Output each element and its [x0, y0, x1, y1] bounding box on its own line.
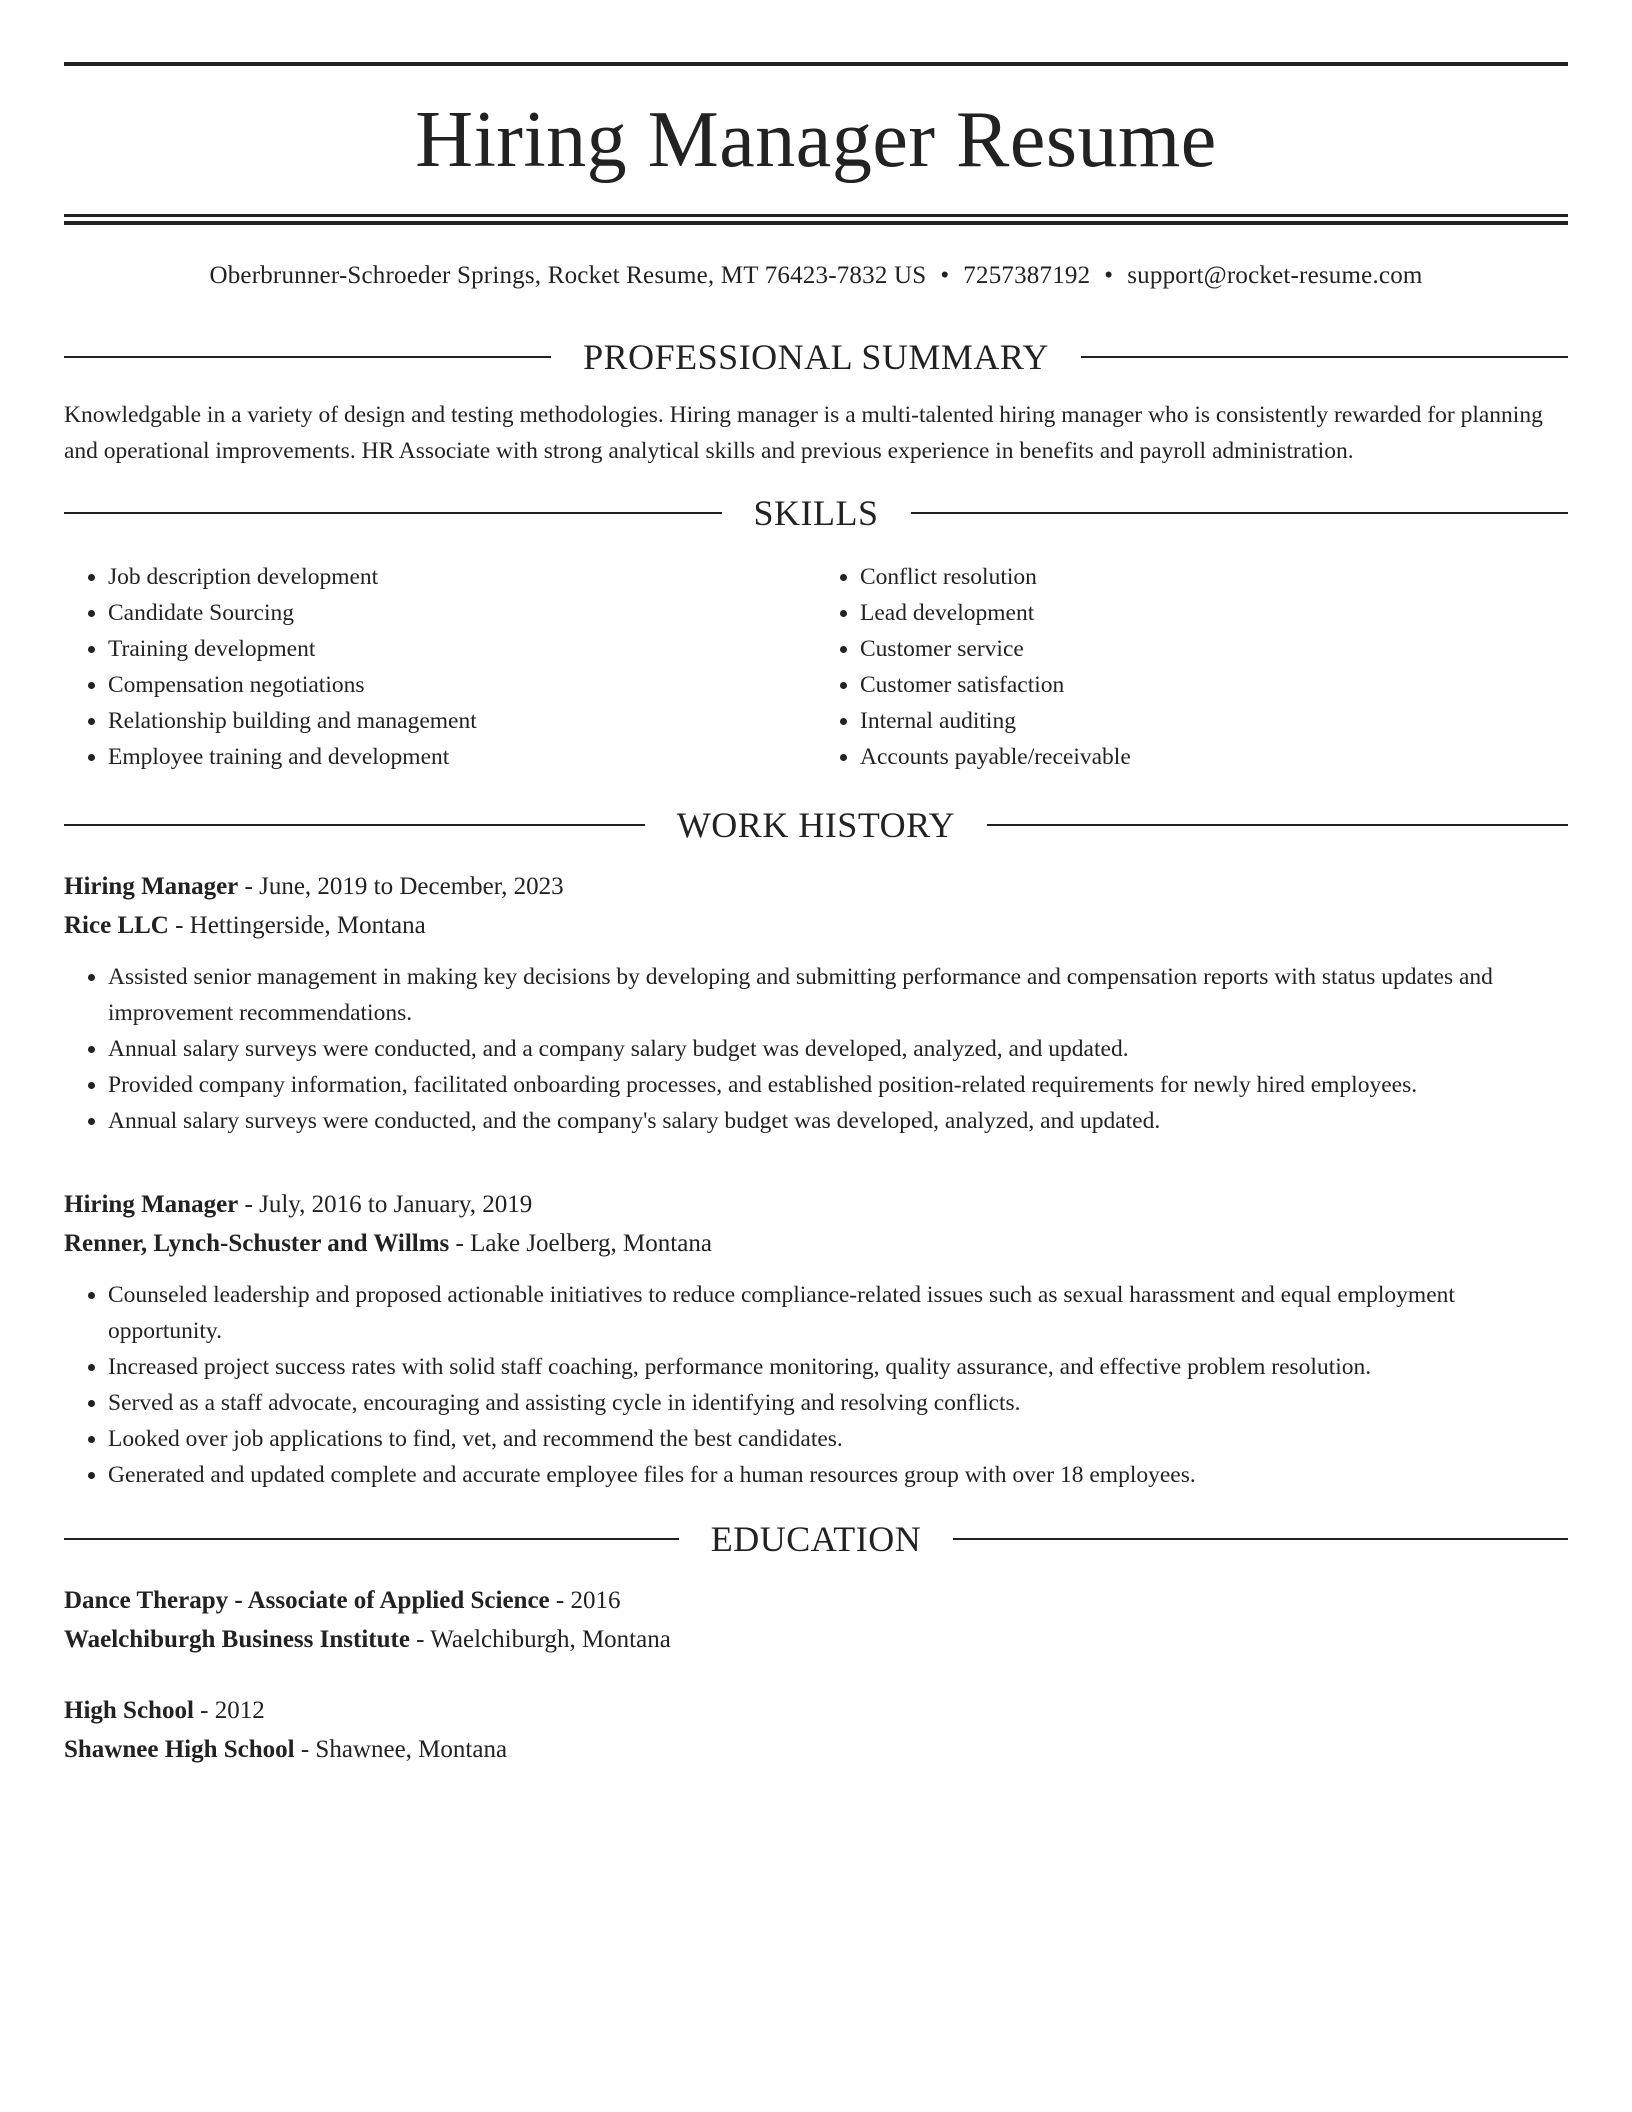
section-rule-right — [987, 824, 1568, 826]
job-title-line — [64, 1185, 1568, 1224]
job-company: Rice LLC — [64, 912, 169, 939]
section-header-work — [64, 803, 1568, 847]
skill-item: • Compensation negotiations — [108, 667, 816, 703]
education-school: Shawnee High School — [64, 1736, 295, 1763]
job-bullet: • Provided company information, facilitated onboarding processes, and established position-related requirements for newly hired employees. — [108, 1067, 1568, 1103]
skill-item: • Accounts payable/receivable — [860, 739, 1568, 775]
section-rule-left — [64, 824, 645, 826]
skill-item: • Candidate Sourcing — [108, 595, 816, 631]
top-rule — [64, 62, 1568, 66]
education-school-line — [64, 1730, 1568, 1769]
job-company: Renner, Lynch-Schuster and Willms — [64, 1230, 450, 1257]
job-bullet: • Assisted senior management in making key decisions by developing and submitting performance and compensation reports with status updates and improvement recommendations. — [108, 959, 1568, 1031]
section-title-summary: PROFESSIONAL SUMMARY — [583, 337, 1049, 377]
job-location: - Hettingerside, Montana — [168, 912, 426, 939]
section-header-education — [64, 1517, 1568, 1561]
job-title: Hiring Manager — [64, 1191, 239, 1218]
job-location: - Lake Joelberg, Montana — [449, 1230, 712, 1257]
job-bullets — [64, 1277, 1568, 1493]
summary-text: Knowledgable in a variety of design and testing methodologies. Hiring manager is a multi-talented hiring manager who is consistently rewarded for planning and operational improvements. HR Associate with strong analytical skills and previous experience in benefits and payroll administration. — [64, 402, 1543, 464]
education-location: - Shawnee, Montana — [294, 1736, 508, 1763]
section-title-skills: SKILLS — [753, 493, 879, 533]
contact-separator: • — [940, 262, 950, 289]
job-bullet: • Annual salary surveys were conducted, and the company's salary budget was developed, analyzed, and updated. — [108, 1103, 1568, 1139]
education-year: - 2016 — [549, 1587, 621, 1614]
section-rule-left — [64, 1538, 679, 1540]
job-bullet: • Generated and updated complete and accurate employee files for a human resources group with over 18 employees. — [108, 1457, 1568, 1493]
skill-item: • Internal auditing — [860, 703, 1568, 739]
skills-list-right — [816, 559, 1568, 775]
section-header-skills — [64, 491, 1568, 535]
job-company-line — [64, 906, 1568, 945]
skill-item: • Lead development — [860, 595, 1568, 631]
contact-address: Oberbrunner-Schroeder Springs, Rocket Resume, MT 76423-7832 US — [209, 262, 927, 289]
job-bullets — [64, 959, 1568, 1139]
job-bullet: • Looked over job applications to find, vet, and recommend the best candidates. — [108, 1421, 1568, 1457]
section-rule-right — [911, 512, 1569, 514]
skill-item: • Conflict resolution — [860, 559, 1568, 595]
section-rule-left — [64, 356, 551, 358]
education-degree-line — [64, 1691, 1568, 1730]
skills-list-left — [64, 559, 816, 775]
skill-item: • Customer satisfaction — [860, 667, 1568, 703]
education-degree: Dance Therapy - Associate of Applied Science — [64, 1587, 550, 1614]
education-degree: High School — [64, 1697, 194, 1724]
job-bullet: • Annual salary surveys were conducted, and a company salary budget was developed, analyzed, and updated. — [108, 1031, 1568, 1067]
job-bullet: • Counseled leadership and proposed actionable initiatives to reduce compliance-related issues such as sexual harassment and equal employment opportunity. — [108, 1277, 1568, 1349]
skills-columns — [64, 559, 1568, 775]
skill-item: • Training development — [108, 631, 816, 667]
job-dates: - July, 2016 to January, 2019 — [238, 1191, 533, 1218]
section-rule-right — [953, 1538, 1568, 1540]
page-title: Hiring Manager Resume — [415, 96, 1217, 184]
education-entry — [64, 1581, 1568, 1659]
section-rule-right — [1081, 356, 1568, 358]
section-title-work: WORK HISTORY — [676, 805, 956, 845]
skill-item: • Job description development — [108, 559, 816, 595]
education-location: - Waelchiburgh, Montana — [409, 1626, 671, 1653]
job-entry — [64, 867, 1568, 1139]
education-school-line — [64, 1620, 1568, 1659]
education-degree-line — [64, 1581, 1568, 1620]
job-bullet: • Increased project success rates with solid staff coaching, performance monitoring, quality assurance, and effective problem resolution. — [108, 1349, 1568, 1385]
section-header-summary — [64, 335, 1568, 379]
contact-phone: 7257387192 — [963, 262, 1091, 289]
education-year: - 2012 — [193, 1697, 265, 1724]
section-rule-left — [64, 512, 722, 514]
skill-item: • Employee training and development — [108, 739, 816, 775]
skill-item: • Customer service — [860, 631, 1568, 667]
skill-item: • Relationship building and management — [108, 703, 816, 739]
job-company-line — [64, 1224, 1568, 1263]
education-school: Waelchiburgh Business Institute — [64, 1626, 410, 1653]
contact-line — [64, 259, 1568, 293]
job-title: Hiring Manager — [64, 873, 239, 900]
job-title-line — [64, 867, 1568, 906]
contact-separator: • — [1104, 262, 1114, 289]
section-title-education: EDUCATION — [710, 1519, 922, 1559]
job-bullet: • Served as a staff advocate, encouraging and assisting cycle in identifying and resolving conflicts. — [108, 1385, 1568, 1421]
title-double-rule — [64, 214, 1568, 225]
job-dates: - June, 2019 to December, 2023 — [238, 873, 564, 900]
job-entry — [64, 1185, 1568, 1493]
contact-email: support@rocket-resume.com — [1127, 262, 1423, 289]
education-entry — [64, 1691, 1568, 1769]
